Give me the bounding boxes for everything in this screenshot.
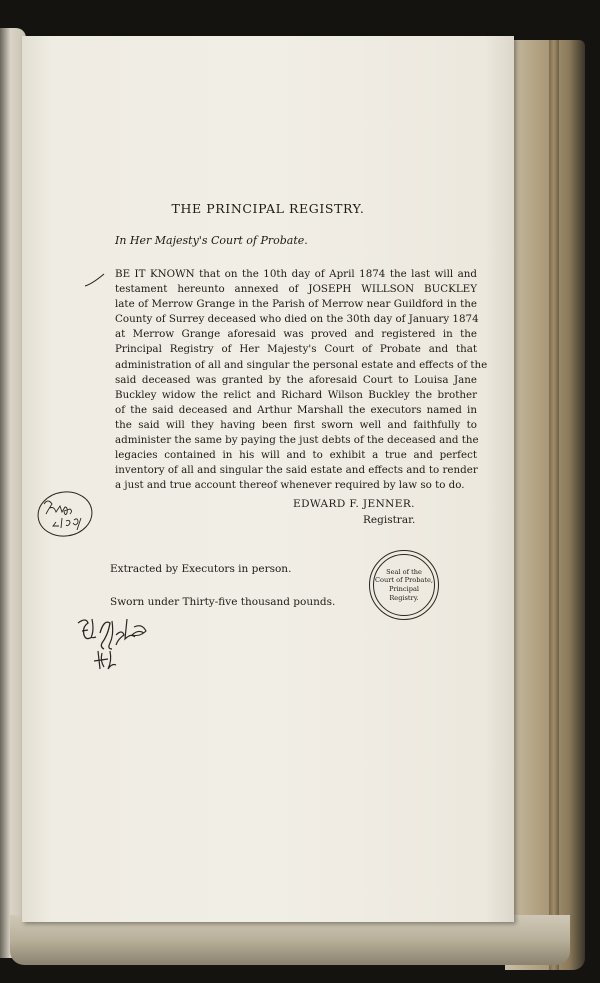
- margin-tick-mark: [84, 272, 106, 288]
- court-seal: [369, 550, 439, 620]
- grant-body-text: [115, 267, 488, 493]
- registrar-name: EDWARD F. JENNER.: [293, 498, 415, 510]
- body-line: testament hereunto annexed of JOSEPH WILLSON BUCKLEY: [115, 283, 477, 296]
- seal-text-line: Principal Registry.: [388, 585, 419, 602]
- body-line: administration of all and singular the personal estate and effects of the: [115, 358, 488, 371]
- body-line: of the said deceased and Arthur Marshall the executors named in: [115, 403, 477, 416]
- body-line: legacies contained in his will and to exhibit a true and perfect: [115, 449, 477, 462]
- body-line: said deceased was granted by the aforesaid Court to Louisa Jane: [115, 373, 477, 386]
- registrar-title: Registrar.: [363, 514, 416, 526]
- body-line: Principal Registry of Her Majesty's Court of Probate and that: [115, 343, 477, 356]
- handwritten-initials: [72, 611, 167, 675]
- body-line: at Merrow Grange aforesaid was proved and registered in the: [115, 328, 477, 341]
- sworn-value-note: Sworn under Thirty-five thousand pounds.: [110, 596, 336, 608]
- body-line: administer the same by paying the just debts of the deceased and the: [115, 434, 479, 447]
- right-page-stack: [505, 40, 585, 970]
- right-binding-band: [549, 40, 559, 970]
- extracted-note: Extracted by Executors in person.: [110, 563, 292, 575]
- court-seal-inner: [373, 554, 435, 616]
- probate-page: [22, 36, 514, 922]
- registry-heading: THE PRINCIPAL REGISTRY.: [171, 201, 365, 216]
- body-line: late of Merrow Grange in the Parish of Merrow near Guildford in the: [115, 298, 477, 311]
- stamp-duty-note: [36, 488, 96, 540]
- body-line: inventory of all and singular the said estate and effects and to render: [115, 464, 478, 477]
- body-line: Buckley widow the relict and Richard Wilson Buckley the brother: [115, 388, 477, 401]
- bottom-page-stack: [10, 915, 570, 965]
- court-subheading: In Her Majesty's Court of Probate.: [115, 234, 308, 247]
- body-line: the said will they having been first sworn well and faithfully to: [115, 418, 477, 431]
- body-line: BE IT KNOWN that on the 10th day of April 1874 the last will and: [115, 268, 477, 280]
- seal-text-line: Court of Probate,: [374, 576, 434, 585]
- seal-text-line: Seal of the: [386, 567, 422, 576]
- body-line: a just and true account thereof whenever required by law so to do.: [115, 479, 465, 492]
- body-line: County of Surrey deceased who died on the 30th day of January 1874: [115, 313, 479, 326]
